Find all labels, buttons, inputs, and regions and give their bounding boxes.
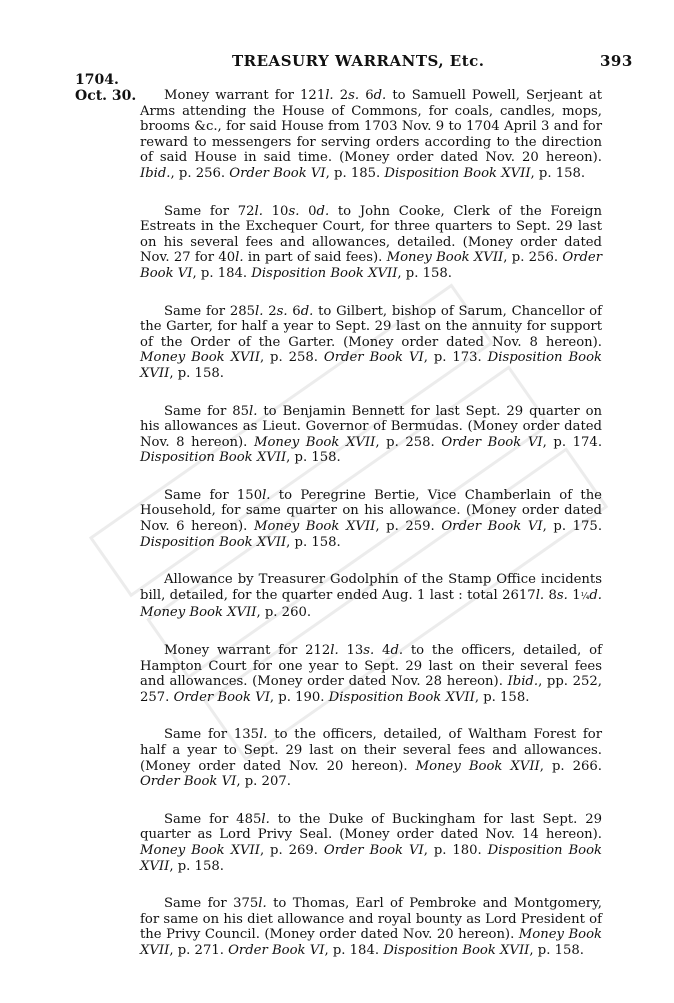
text-run: 6 bbox=[359, 88, 374, 103]
italic-text: Order Book VI bbox=[323, 842, 424, 858]
italic-text: Order Book VI bbox=[173, 689, 270, 705]
text-run: , p. 184. bbox=[324, 942, 384, 958]
italic-text: Disposition Book XVII bbox=[383, 942, 530, 958]
text-run: , p. 258. bbox=[375, 434, 442, 450]
italic-text: Disposition Book XVII bbox=[140, 534, 287, 550]
text-run: , p. 158. bbox=[169, 858, 224, 874]
text-run: , p. 207. bbox=[236, 774, 291, 790]
italic-text: Order Book VI bbox=[441, 434, 543, 450]
text-run: , p. 256. bbox=[170, 165, 230, 181]
italic-text: s. bbox=[276, 303, 288, 319]
text-run: to Peregrine Bertie, Vice Chamberlain of the Household, for same quarter on his allowance. (Money order dated Nov. 6 hereon). bbox=[140, 487, 602, 535]
body-text bbox=[140, 88, 602, 981]
text-run: , p. 158. bbox=[530, 165, 586, 181]
text-run: in part of said fees). bbox=[243, 250, 387, 266]
page-number: 393 bbox=[600, 52, 633, 70]
text-run: to Gilbert, bishop of Sarum, Chancellor of the Garter, for half a year to Sept. 29 last on the annuity for support of the Order of the Garter. (Money order dated Nov. 8 hereon). bbox=[140, 303, 602, 350]
text-run: 6 bbox=[287, 303, 301, 319]
entry bbox=[140, 896, 602, 958]
entry bbox=[140, 727, 602, 789]
italic-text: s. bbox=[348, 88, 360, 103]
running-title: TREASURY WARRANTS, Etc. bbox=[232, 52, 485, 70]
italic-text: l. bbox=[235, 250, 244, 266]
italic-text: Order Book VI bbox=[140, 250, 602, 281]
text-run: , p. 184. bbox=[192, 265, 252, 281]
italic-text: Order Book VI bbox=[228, 942, 325, 958]
text-run: , p. 185. bbox=[325, 165, 385, 181]
italic-text: Disposition Book XVII bbox=[384, 165, 531, 181]
italic-text: Disposition Book XVII bbox=[140, 350, 603, 381]
italic-text: d. bbox=[316, 203, 330, 219]
text-run: , p. 158. bbox=[397, 265, 452, 281]
text-run: , p. 258. bbox=[259, 350, 324, 366]
italic-text: Order Book VI bbox=[441, 519, 543, 535]
text-run: to Thomas, Earl of Pembroke and Montgomery, for same on his diet allowance and royal bounty as Lord President of the Privy Council. (Money order dated Nov. 20 hereon). bbox=[140, 896, 602, 943]
entry bbox=[140, 204, 602, 282]
italic-text: s. bbox=[556, 587, 568, 603]
italic-text: Money Book XVII bbox=[140, 350, 260, 366]
text-run: , p. 260. bbox=[256, 605, 312, 621]
text-run: to Samuell Powell, Serjeant at Arms attending the House of Commons, for coals, candles, mops, brooms &c., for said House from 1703 Nov. 9 to 1704 April 3 and for reward to messengers for serving orders according to the direction of said House in said time. (Money order dated Nov. 20 hereon). bbox=[140, 88, 602, 166]
text-run: , p. 158. bbox=[474, 689, 530, 705]
italic-text: Money Book XVII bbox=[140, 605, 257, 621]
fraction-text: ¼ bbox=[580, 591, 590, 602]
italic-text: l. bbox=[254, 203, 263, 219]
entry bbox=[140, 88, 602, 182]
text-run: to John Cooke, Clerk of the Foreign Estreats in the Exchequer Court, for three quarters to Sept. 29 last on his several fees and allowances, detailed. (Money order dated Nov. 27 for 40 bbox=[140, 203, 602, 266]
margin-year: 1704. bbox=[75, 72, 119, 88]
running-head bbox=[0, 52, 674, 74]
italic-text: s. bbox=[363, 643, 375, 659]
text-run: , p. 266. bbox=[539, 758, 602, 774]
italic-text: l. bbox=[535, 587, 545, 603]
text-run: Same for 485 bbox=[164, 811, 262, 827]
text-run: Same for 72 bbox=[164, 203, 255, 219]
margin-date: Oct. 30. bbox=[75, 88, 137, 104]
text-run: to the officers, detailed, of Hampton Court for one year to Sept. 29 last on their several fees and allowances. (Money order dated Nov. 28 hereon). bbox=[140, 643, 602, 690]
italic-text: l. bbox=[249, 403, 258, 419]
text-run: , p. 271. bbox=[169, 942, 229, 958]
entry bbox=[140, 643, 602, 705]
text-run: to the officers, detailed, of Waltham Forest for half a year to Sept. 29 last on their several fees and allowances. (Money order dated Nov. 20 hereon). bbox=[140, 727, 602, 774]
italic-text: Disposition Book XVII bbox=[251, 265, 398, 281]
italic-text: Money Book XVII bbox=[253, 519, 376, 535]
text-run: , p. 256. bbox=[503, 250, 563, 266]
text-run: 0 bbox=[299, 203, 317, 219]
text-run: , p. 158. bbox=[286, 450, 341, 466]
italic-text: l. bbox=[259, 727, 268, 743]
text-run: Same for 285 bbox=[164, 303, 256, 319]
italic-text: d. bbox=[300, 303, 314, 319]
text-run: to Benjamin Bennett for last Sept. 29 quarter on his allowances as Lieut. Governor of Bermudas. (Money order dated Nov. 8 hereon). bbox=[140, 403, 602, 450]
italic-text: l. bbox=[258, 896, 267, 912]
text-run: to the Duke of Buckingham for last Sept. 29 quarter as Lord Privy Seal. (Money order dated Nov. 14 hereon). bbox=[140, 811, 602, 843]
italic-text: l. bbox=[325, 88, 334, 103]
text-run: Same for 135 bbox=[164, 727, 260, 743]
italic-text: Order Book VI bbox=[323, 350, 424, 366]
text-run: Same for 85 bbox=[164, 403, 250, 419]
italic-text: d. bbox=[589, 587, 602, 603]
italic-text: Order Book VI bbox=[229, 165, 326, 181]
italic-text: Ibid. bbox=[507, 674, 539, 690]
text-run: , p. 158. bbox=[169, 365, 224, 381]
entry bbox=[140, 812, 602, 874]
italic-text: l. bbox=[262, 487, 271, 503]
italic-text: Ibid. bbox=[140, 165, 171, 181]
italic-text: d. bbox=[390, 643, 404, 659]
italic-text: l. bbox=[261, 811, 270, 827]
entry bbox=[140, 488, 602, 550]
italic-text: Disposition Book XVII bbox=[140, 842, 603, 874]
text-run: Same for 150 bbox=[164, 487, 263, 503]
text-run: , p. 269. bbox=[259, 842, 324, 858]
text-run: , p. 190. bbox=[269, 689, 329, 705]
italic-text: Money Book XVII bbox=[140, 927, 602, 958]
text-run: , p. 180. bbox=[423, 842, 488, 858]
text-run: 8 bbox=[544, 587, 557, 603]
text-run: Money warrant for 212 bbox=[164, 643, 331, 659]
italic-text: Money Book XVII bbox=[140, 842, 260, 858]
entry bbox=[140, 404, 602, 466]
entry bbox=[140, 572, 602, 621]
italic-text: l. bbox=[330, 643, 339, 659]
text-run: , p. 158. bbox=[529, 942, 584, 958]
italic-text: Money Book XVII bbox=[253, 434, 376, 450]
text-run: Money warrant for 121 bbox=[164, 88, 326, 103]
italic-text: Order Book VI bbox=[140, 774, 237, 790]
italic-text: l. bbox=[255, 303, 264, 319]
text-run: , pp. 252, 257. bbox=[140, 674, 602, 705]
text-run: 13 bbox=[338, 643, 364, 659]
text-run: , p. 175. bbox=[542, 519, 603, 535]
italic-text: d. bbox=[373, 88, 387, 103]
italic-text: s. bbox=[288, 203, 300, 219]
text-run: 4 bbox=[374, 643, 391, 659]
text-run: , p. 259. bbox=[375, 519, 442, 535]
italic-text: Disposition Book XVII bbox=[328, 689, 475, 705]
text-run: 2 bbox=[263, 303, 277, 319]
text-run: , p. 158. bbox=[286, 534, 341, 550]
italic-text: Money Book XVII bbox=[415, 758, 540, 774]
text-run: 1 bbox=[567, 587, 581, 603]
italic-text: Disposition Book XVII bbox=[140, 450, 287, 466]
entry bbox=[140, 304, 602, 382]
text-run: , p. 173. bbox=[423, 350, 488, 366]
text-run: 2 bbox=[333, 88, 349, 103]
text-run: Same for 375 bbox=[164, 896, 259, 912]
text-run: , p. 174. bbox=[542, 434, 603, 450]
text-run: Allowance by Treasurer Godolphin of the Stamp Office incidents bill, detailed, for the quarter ended Aug. 1 last : total 2617 bbox=[140, 572, 602, 603]
italic-text: Money Book XVII bbox=[386, 250, 504, 266]
text-run: 10 bbox=[262, 203, 289, 219]
